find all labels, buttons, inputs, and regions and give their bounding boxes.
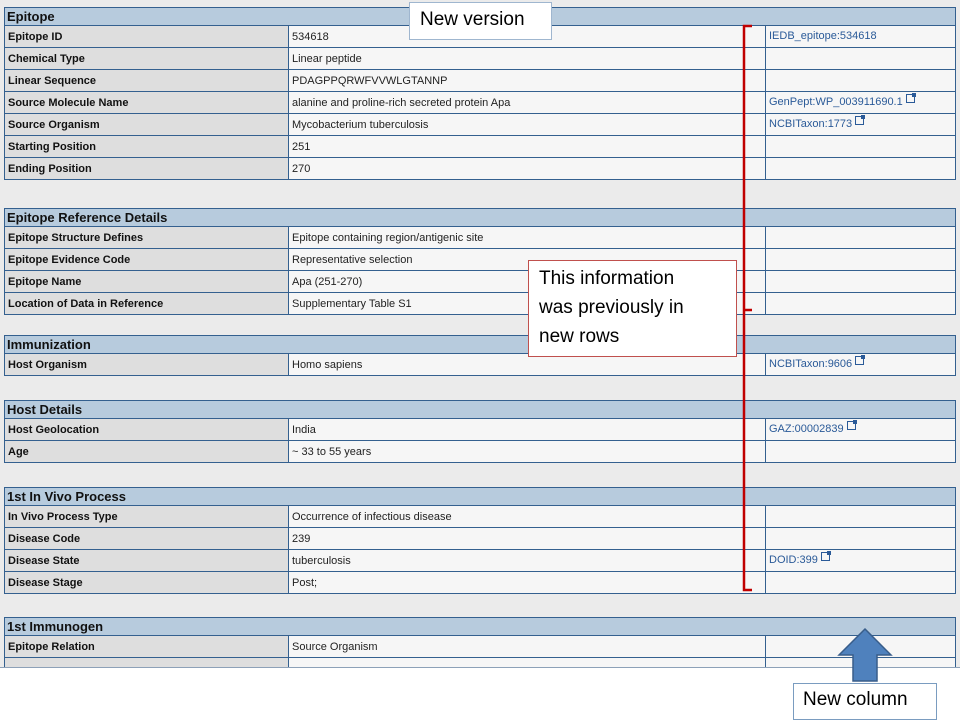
new-column-callout (793, 683, 937, 720)
row-link-cell (766, 158, 956, 180)
table-row (4, 572, 956, 594)
row-link-cell (766, 441, 956, 463)
table-row (4, 249, 956, 271)
section-header: Epitope Reference Details (4, 208, 956, 227)
section-table (4, 617, 956, 667)
row-label (4, 658, 289, 667)
row-link-cell (766, 227, 956, 249)
row-label: In Vivo Process Type (4, 506, 289, 528)
row-value: Source Organism (289, 636, 766, 658)
table-row (4, 419, 956, 441)
row-value: Mycobacterium tuberculosis (289, 114, 766, 136)
row-label: Age (4, 441, 289, 463)
new-column-text: New column (803, 689, 908, 710)
row-label: Disease Stage (4, 572, 289, 594)
ontology-link[interactable]: NCBITaxon:1773 (769, 118, 853, 130)
table-row (4, 441, 956, 463)
row-value: Occurrence of infectious disease (289, 506, 766, 528)
row-link-cell (766, 528, 956, 550)
new-version-text: New version (420, 9, 525, 30)
row-link-cell (766, 114, 956, 136)
row-label: Epitope Relation (4, 636, 289, 658)
table-row (4, 48, 956, 70)
row-link-cell (766, 249, 956, 271)
row-label: Epitope Structure Defines (4, 227, 289, 249)
row-value: Apa (251-270) (289, 271, 766, 293)
ontology-link[interactable]: NCBITaxon:9606 (769, 358, 853, 370)
row-label: Disease Code (4, 528, 289, 550)
row-value: Homo sapiens (289, 354, 766, 376)
callout-line-2: was previously in (539, 297, 684, 318)
external-link-icon[interactable] (855, 116, 864, 125)
table-row (4, 293, 956, 315)
row-link-cell (766, 572, 956, 594)
row-link-cell (766, 271, 956, 293)
table-row (4, 636, 956, 658)
external-link-icon[interactable] (906, 94, 915, 103)
table-row (4, 70, 956, 92)
row-value: 251 (289, 136, 766, 158)
bracket-marker (738, 20, 758, 596)
row-value: India (289, 419, 766, 441)
row-link-cell (766, 70, 956, 92)
row-label: Ending Position (4, 158, 289, 180)
row-value: 534618 (289, 26, 766, 48)
row-label: Epitope Name (4, 271, 289, 293)
section-table (4, 335, 956, 376)
row-label: Epitope Evidence Code (4, 249, 289, 271)
row-label: Source Molecule Name (4, 92, 289, 114)
table-row (4, 506, 956, 528)
external-link-icon[interactable] (821, 552, 830, 561)
ontology-link[interactable]: GAZ:00002839 (769, 423, 844, 435)
section-table (4, 487, 956, 594)
row-value: tuberculosis (289, 550, 766, 572)
row-link-cell (766, 92, 956, 114)
table-row (4, 550, 956, 572)
row-label: Linear Sequence (4, 70, 289, 92)
section-header: Immunization (4, 335, 956, 354)
section-header: 1st In Vivo Process (4, 487, 956, 506)
table-row (4, 227, 956, 249)
row-value: Representative selection (289, 249, 766, 271)
row-value: Supplementary Table S1 (289, 293, 766, 315)
row-link-cell (766, 354, 956, 376)
table-row (4, 528, 956, 550)
ontology-link[interactable]: DOID:399 (769, 554, 818, 566)
ontology-link[interactable]: GenPept:WP_003911690.1 (769, 96, 903, 108)
callout-line-1: This information (539, 268, 675, 289)
table-row (4, 658, 956, 667)
ontology-link[interactable]: IEDB_epitope:534618 (769, 30, 877, 42)
section-header: Host Details (4, 400, 956, 419)
row-value: alanine and proline-rich secreted protein Apa (289, 92, 766, 114)
section-table (4, 208, 956, 315)
row-label: Chemical Type (4, 48, 289, 70)
table-row (4, 114, 956, 136)
row-value: PDAGPPQRWFVVWLGTANNP (289, 70, 766, 92)
row-link-cell (766, 26, 956, 48)
external-link-icon[interactable] (855, 356, 864, 365)
table-row (4, 136, 956, 158)
section-header: 1st Immunogen (4, 617, 956, 636)
previous-rows-callout (528, 260, 737, 357)
row-value: 239 (289, 528, 766, 550)
row-link-cell (766, 48, 956, 70)
table-row (4, 354, 956, 376)
row-link-cell (766, 136, 956, 158)
row-value: Epitope containing region/antigenic site (289, 227, 766, 249)
table-row (4, 271, 956, 293)
row-link-cell (766, 293, 956, 315)
row-value: Linear peptide (289, 48, 766, 70)
row-value: 270 (289, 158, 766, 180)
table-row (4, 158, 956, 180)
row-value: ~ 33 to 55 years (289, 441, 766, 463)
up-arrow-icon (835, 627, 895, 683)
row-label: Starting Position (4, 136, 289, 158)
row-label: Disease State (4, 550, 289, 572)
row-value (289, 658, 766, 667)
row-label: Epitope ID (4, 26, 289, 48)
row-link-cell (766, 419, 956, 441)
row-value: Post; (289, 572, 766, 594)
row-label: Host Geolocation (4, 419, 289, 441)
section-header: Epitope (4, 7, 956, 26)
row-link-cell (766, 550, 956, 572)
new-version-callout (409, 2, 552, 40)
external-link-icon[interactable] (847, 421, 856, 430)
row-label: Source Organism (4, 114, 289, 136)
page-bottom-divider (0, 667, 960, 668)
section-table (4, 400, 956, 463)
callout-line-3: new rows (539, 326, 620, 347)
row-label: Host Organism (4, 354, 289, 376)
table-row (4, 92, 956, 114)
row-label: Location of Data in Reference (4, 293, 289, 315)
row-link-cell (766, 506, 956, 528)
